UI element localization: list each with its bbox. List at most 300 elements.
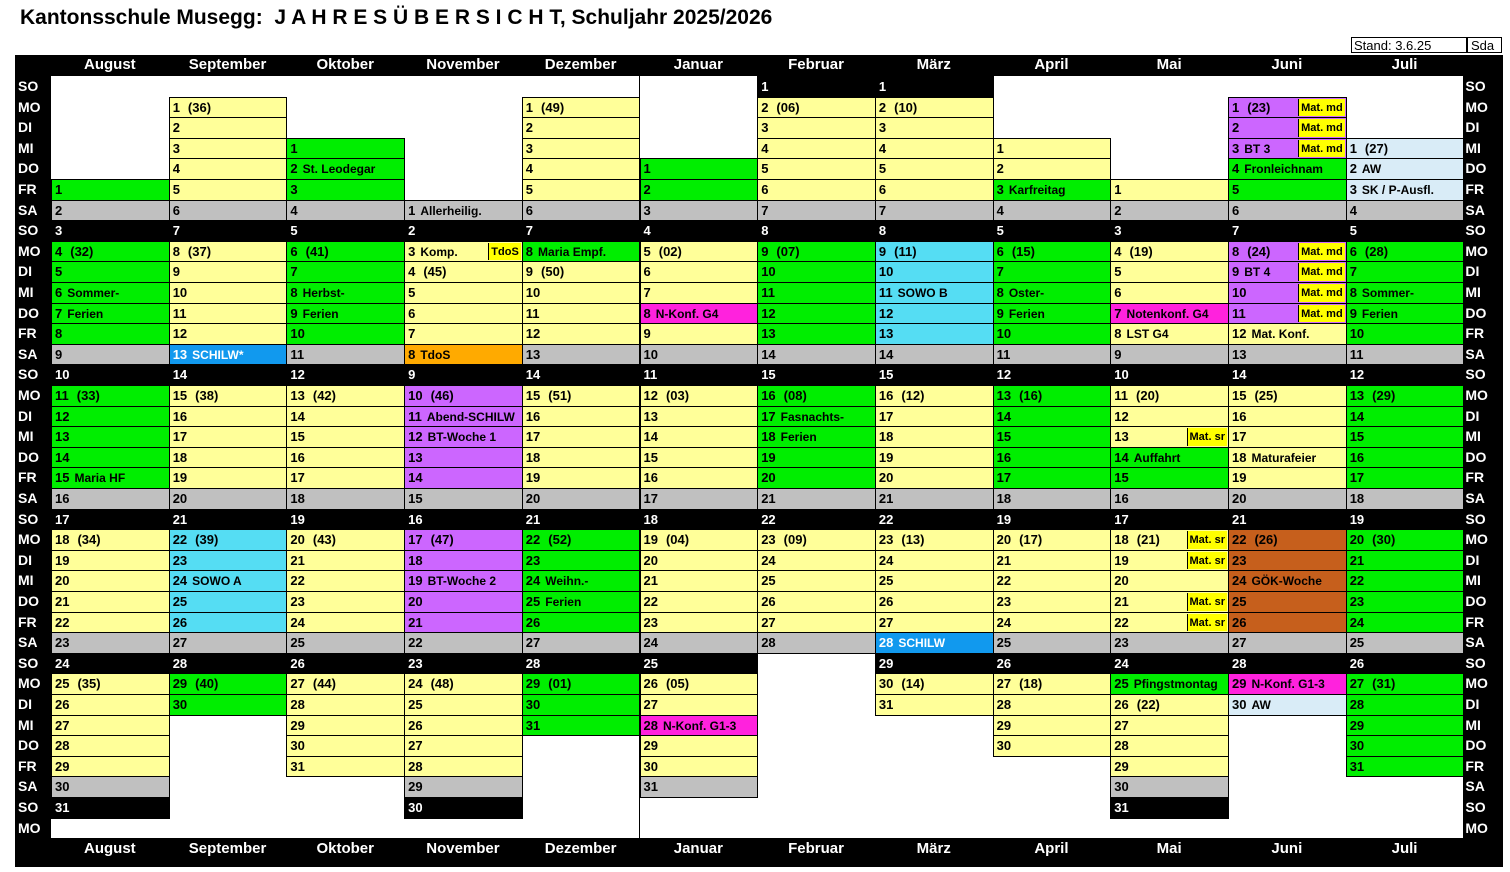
day-number: 23 [878,532,894,548]
week-number: (05) [665,676,690,692]
day-number: 27 [643,697,658,712]
event-label: LST G4 [1126,327,1169,342]
weekday-label-left: FR [18,469,37,486]
day-number: 30 [1114,779,1129,795]
day-number: 22 [1349,573,1365,589]
event-label: SCHILW [898,636,946,651]
day-number: 27 [290,676,305,692]
day-cell [1228,303,1347,325]
day-number: 2 [643,182,651,197]
day-cell [286,158,405,180]
day-number: 14 [290,408,305,424]
day-number: 29 [408,779,423,795]
day-cell [286,344,405,366]
day-cell [875,488,994,510]
day-cell [1346,550,1465,572]
day-number: 9 [172,264,180,280]
day-cell [404,261,523,283]
day-cell [404,776,523,798]
day-cell [1228,97,1347,119]
day-number: 29 [172,676,188,692]
day-cell [1346,158,1465,180]
day-number: 20 [1114,573,1129,589]
day-number: 10 [1114,367,1129,383]
day-number: 19 [1232,470,1247,486]
month-header-bottom: Juli [1391,840,1418,858]
day-number: 21 [290,552,305,568]
day-number: 3 [408,243,416,259]
weekday-label-right: MO [1465,531,1488,548]
day-number: 3 [525,140,534,156]
day-cell [522,138,641,160]
day-cell [404,200,523,222]
day-number: 4 [1349,202,1357,218]
month-header-bottom: Mai [1156,840,1182,858]
day-number: 28 [1114,738,1129,754]
weekday-label-left: DI [18,407,32,424]
day-cell [875,220,994,242]
day-cell [286,179,405,201]
day-cell [286,715,405,737]
day-number: 19 [290,511,305,527]
event-label: Ferien [67,306,104,321]
day-number: 11 [761,285,775,300]
day-cell [875,138,994,160]
day-number: 1 [408,202,416,218]
day-number: 21 [55,594,70,609]
weekday-label-right: FR [1465,469,1485,486]
day-number: 7 [996,264,1004,280]
day-cell [1346,694,1465,716]
day-number: 27 [1232,635,1247,651]
week-number: (17) [1019,532,1043,548]
day-cell [404,653,523,675]
weekday-label-left: DO [18,737,39,754]
day-number: 25 [408,697,423,712]
day-cell [993,447,1112,469]
day-cell [757,117,876,139]
day-cell [169,488,288,510]
weekday-label-right: MI [1465,139,1481,156]
day-cell [1110,776,1229,798]
day-number: 24 [55,655,70,671]
day-cell [1110,550,1229,572]
week-number: (09) [783,532,807,548]
day-number: 20 [761,470,776,486]
day-number: 15 [1232,388,1247,403]
day-cell [1110,426,1229,448]
day-number: 21 [172,511,188,527]
day-cell [51,426,170,448]
day-number: 7 [878,202,887,218]
week-number: (50) [541,264,565,280]
day-number: 12 [1349,367,1365,383]
day-cell [169,694,288,716]
day-number: 22 [55,614,70,630]
day-cell [51,570,170,592]
weekday-label-left: DI [18,551,32,568]
day-number: 28 [643,717,658,733]
day-cell [993,220,1112,242]
weekday-label-left: SA [18,778,38,795]
day-cell [522,282,641,304]
day-cell [522,241,641,263]
day-number: 30 [1232,697,1247,712]
event-label: Oster- [1008,286,1045,300]
month-header-top: Februar [788,56,844,73]
day-cell [640,612,759,634]
day-number: 17 [878,408,894,424]
weekday-label-left: MO [18,819,41,836]
weekday-label-right: SA [1465,201,1485,218]
month-header-bottom: März [916,840,951,858]
day-cell [1346,467,1465,489]
day-cell [286,303,405,325]
day-number: 10 [1232,285,1247,300]
day-number: 27 [525,635,541,651]
day-number: 28 [55,738,70,754]
day-cell [1110,694,1229,716]
week-number: (24) [1247,243,1271,259]
day-number: 18 [408,552,423,568]
day-cell [286,529,405,551]
day-number: 20 [1349,532,1365,548]
day-number: 8 [1232,243,1240,259]
day-cell [286,241,405,263]
event-label: N-Konf. G4 [655,306,719,321]
day-number: 26 [1349,655,1365,671]
day-number: 24 [172,573,188,589]
week-number: (51) [548,388,572,403]
day-cell [169,241,288,263]
weekday-label-right: FR [1465,613,1485,630]
day-cell [1110,385,1229,407]
day-number: 8 [55,326,63,342]
day-number: 17 [996,470,1012,486]
event-label: Weihn.- [545,574,589,589]
day-number: 3 [1349,182,1357,197]
week-number: (21) [1136,532,1160,548]
day-cell [640,756,759,778]
event-badge: Mat. md [1298,305,1345,323]
month-header-top: August [84,56,136,73]
day-number: 10 [1349,326,1365,342]
day-number: 8 [408,346,416,362]
week-number: (43) [312,532,336,548]
day-cell [169,303,288,325]
day-number: 26 [643,676,658,692]
day-cell [522,344,641,366]
day-number: 2 [408,223,416,239]
day-cell [993,653,1112,675]
day-number: 16 [525,408,541,424]
day-cell [1346,591,1465,613]
day-number: 16 [1349,449,1365,465]
event-label: Ferien [1008,306,1045,321]
day-cell [875,673,994,695]
day-number: 16 [878,388,894,403]
day-number: 26 [408,717,423,733]
day-cell [404,323,523,345]
day-cell [993,385,1112,407]
day-number: 19 [996,511,1012,527]
day-number: 28 [1232,655,1247,671]
day-number: 11 [643,367,658,383]
day-number: 13 [1232,346,1247,362]
day-cell [1346,673,1465,695]
day-cell [169,653,288,675]
day-cell [1110,200,1229,222]
day-number: 3 [172,140,180,156]
weekday-label-left: MI [18,139,34,156]
day-cell [404,344,523,366]
day-cell [522,323,641,345]
event-badge: Mat. md [1298,140,1345,158]
day-number: 30 [55,779,70,795]
day-number: 4 [1114,243,1122,259]
day-cell [757,591,876,613]
day-cell [169,344,288,366]
day-number: 9 [55,346,63,362]
day-cell [404,529,523,551]
month-header-bottom: April [1034,840,1069,858]
day-cell [169,550,288,572]
day-number: 29 [996,717,1012,733]
week-number: (12) [901,388,925,403]
day-number: 22 [761,511,776,527]
day-number: 17 [408,532,423,548]
day-cell [1346,632,1465,654]
day-number: 8 [525,243,534,259]
day-number: 19 [878,449,894,465]
day-cell [1110,282,1229,304]
day-cell [993,261,1112,283]
day-number: 27 [55,717,70,733]
weekday-label-right: FR [1465,181,1485,197]
stand-date: Stand: 3.6.25 [1351,37,1467,53]
day-cell [993,488,1112,510]
weekday-label-left: MO [18,242,41,259]
event-label: Sommer- [1361,286,1414,300]
event-badge: Mat. md [1298,243,1345,261]
day-cell [757,550,876,572]
day-cell [1346,735,1465,757]
day-cell [404,570,523,592]
day-number: 17 [525,429,541,445]
event-label: Ferien [780,430,817,445]
day-number: 11 [290,346,305,362]
day-number: 19 [408,573,423,589]
day-number: 15 [761,367,776,383]
day-number: 6 [525,202,534,218]
week-number: (48) [430,676,454,692]
day-cell [286,673,405,695]
event-label: Allerheilig. [420,203,482,218]
day-cell [286,653,405,675]
day-cell [51,632,170,654]
day-number: 2 [290,161,298,177]
day-cell [875,179,994,201]
weekday-label-left: MO [18,675,41,692]
day-number: 6 [1114,285,1122,300]
day-number: 16 [172,408,188,424]
day-number: 8 [878,223,887,239]
day-cell [404,715,523,737]
day-number: 25 [1232,594,1247,609]
day-number: 11 [525,305,540,321]
event-label: Auffahrt [1133,450,1181,465]
day-cell [522,406,641,428]
day-cell [757,138,876,160]
day-cell [286,138,405,160]
day-number: 21 [643,573,658,589]
day-number: 21 [1232,511,1247,527]
day-cell [404,303,523,325]
day-number: 27 [1114,717,1129,733]
day-number: 16 [290,449,305,465]
day-number: 17 [1349,470,1365,486]
day-cell [757,612,876,634]
day-number: 17 [1114,511,1129,527]
day-cell [1346,529,1465,551]
day-number: 20 [643,552,658,568]
day-cell [51,550,170,572]
day-number: 31 [1114,800,1129,815]
day-cell [993,282,1112,304]
day-cell [51,385,170,407]
day-number: 26 [761,594,776,609]
day-number: 23 [525,552,541,568]
day-number: 24 [878,552,894,568]
event-label: BT 3 [1244,141,1271,156]
day-cell [51,282,170,304]
weekday-label-left: SO [18,510,39,527]
weekday-label-right: DI [1465,696,1480,712]
day-cell [640,241,759,263]
day-cell [404,673,523,695]
day-number: 31 [525,717,541,733]
day-number: 17 [290,470,305,486]
day-cell [286,426,405,448]
day-number: 16 [1232,408,1247,424]
day-cell [1228,509,1347,531]
day-cell [1346,364,1465,386]
event-label: Ferien [1361,306,1398,321]
day-number: 9 [643,326,651,342]
day-number: 2 [761,99,769,115]
day-number: 15 [1349,429,1365,445]
day-cell [1110,303,1229,325]
day-number: 18 [996,491,1012,506]
weekday-label-left: DO [18,448,39,465]
day-number: 27 [761,614,776,630]
day-cell [993,200,1112,222]
day-cell [51,179,170,201]
day-cell [1110,241,1229,263]
day-cell [993,570,1112,592]
day-cell [1110,591,1229,613]
day-number: 23 [55,635,70,651]
day-cell [1346,488,1465,510]
event-label: N-Konf. G1-3 [662,718,737,733]
week-number: (08) [783,388,807,403]
day-number: 5 [55,264,63,280]
week-number: (30) [1372,532,1396,548]
day-cell [1110,632,1229,654]
day-number: 11 [408,408,422,424]
day-cell [875,117,994,139]
day-cell [757,447,876,469]
day-cell [51,694,170,716]
weekday-label-left: FR [18,325,37,342]
day-number: 9 [996,305,1004,321]
month-header-top: Mai [1156,56,1182,73]
day-cell [1346,323,1465,345]
day-cell [1228,653,1347,675]
weekday-label-left: FR [18,613,37,630]
day-cell [522,261,641,283]
day-number: 3 [761,120,769,136]
month-header-top: Juni [1271,56,1303,73]
day-cell [522,467,641,489]
day-cell [522,179,641,201]
day-number: 25 [761,573,776,589]
day-cell [51,673,170,695]
day-number: 5 [996,223,1004,239]
week-number: (45) [423,264,447,280]
day-cell [640,488,759,510]
weekday-label-left: DI [18,263,32,280]
weekday-label-right: DO [1465,160,1487,177]
day-number: 26 [1232,614,1247,630]
event-label: AW [1251,698,1271,712]
day-number: 10 [996,326,1012,342]
day-cell [757,570,876,592]
day-cell [757,344,876,366]
day-number: 24 [1232,573,1247,589]
week-number: (37) [187,243,212,259]
day-cell [640,406,759,428]
month-header-bottom: Februar [788,840,844,858]
day-number: 7 [1232,223,1240,239]
day-cell [1228,447,1347,469]
day-number: 11 [55,388,69,403]
day-cell [1110,488,1229,510]
day-number: 19 [525,470,541,486]
week-number: (04) [665,532,690,548]
day-cell [522,529,641,551]
day-number: 27 [172,635,188,651]
day-cell [1110,364,1229,386]
day-cell [404,488,523,510]
day-number: 12 [1114,408,1129,424]
day-number: 7 [290,264,298,280]
day-number: 10 [172,285,188,300]
day-cell [757,220,876,242]
week-number: (13) [901,532,925,548]
month-header-bottom: Januar [673,840,723,858]
day-cell [404,797,523,819]
event-label: BT-Woche 2 [427,574,497,589]
day-number: 6 [1232,202,1240,218]
event-label: Mat. Konf. [1251,327,1310,342]
day-cell [757,261,876,283]
day-cell [757,467,876,489]
day-number: 27 [408,738,423,754]
day-cell [640,694,759,716]
day-cell [522,694,641,716]
day-number: 14 [1114,449,1129,465]
